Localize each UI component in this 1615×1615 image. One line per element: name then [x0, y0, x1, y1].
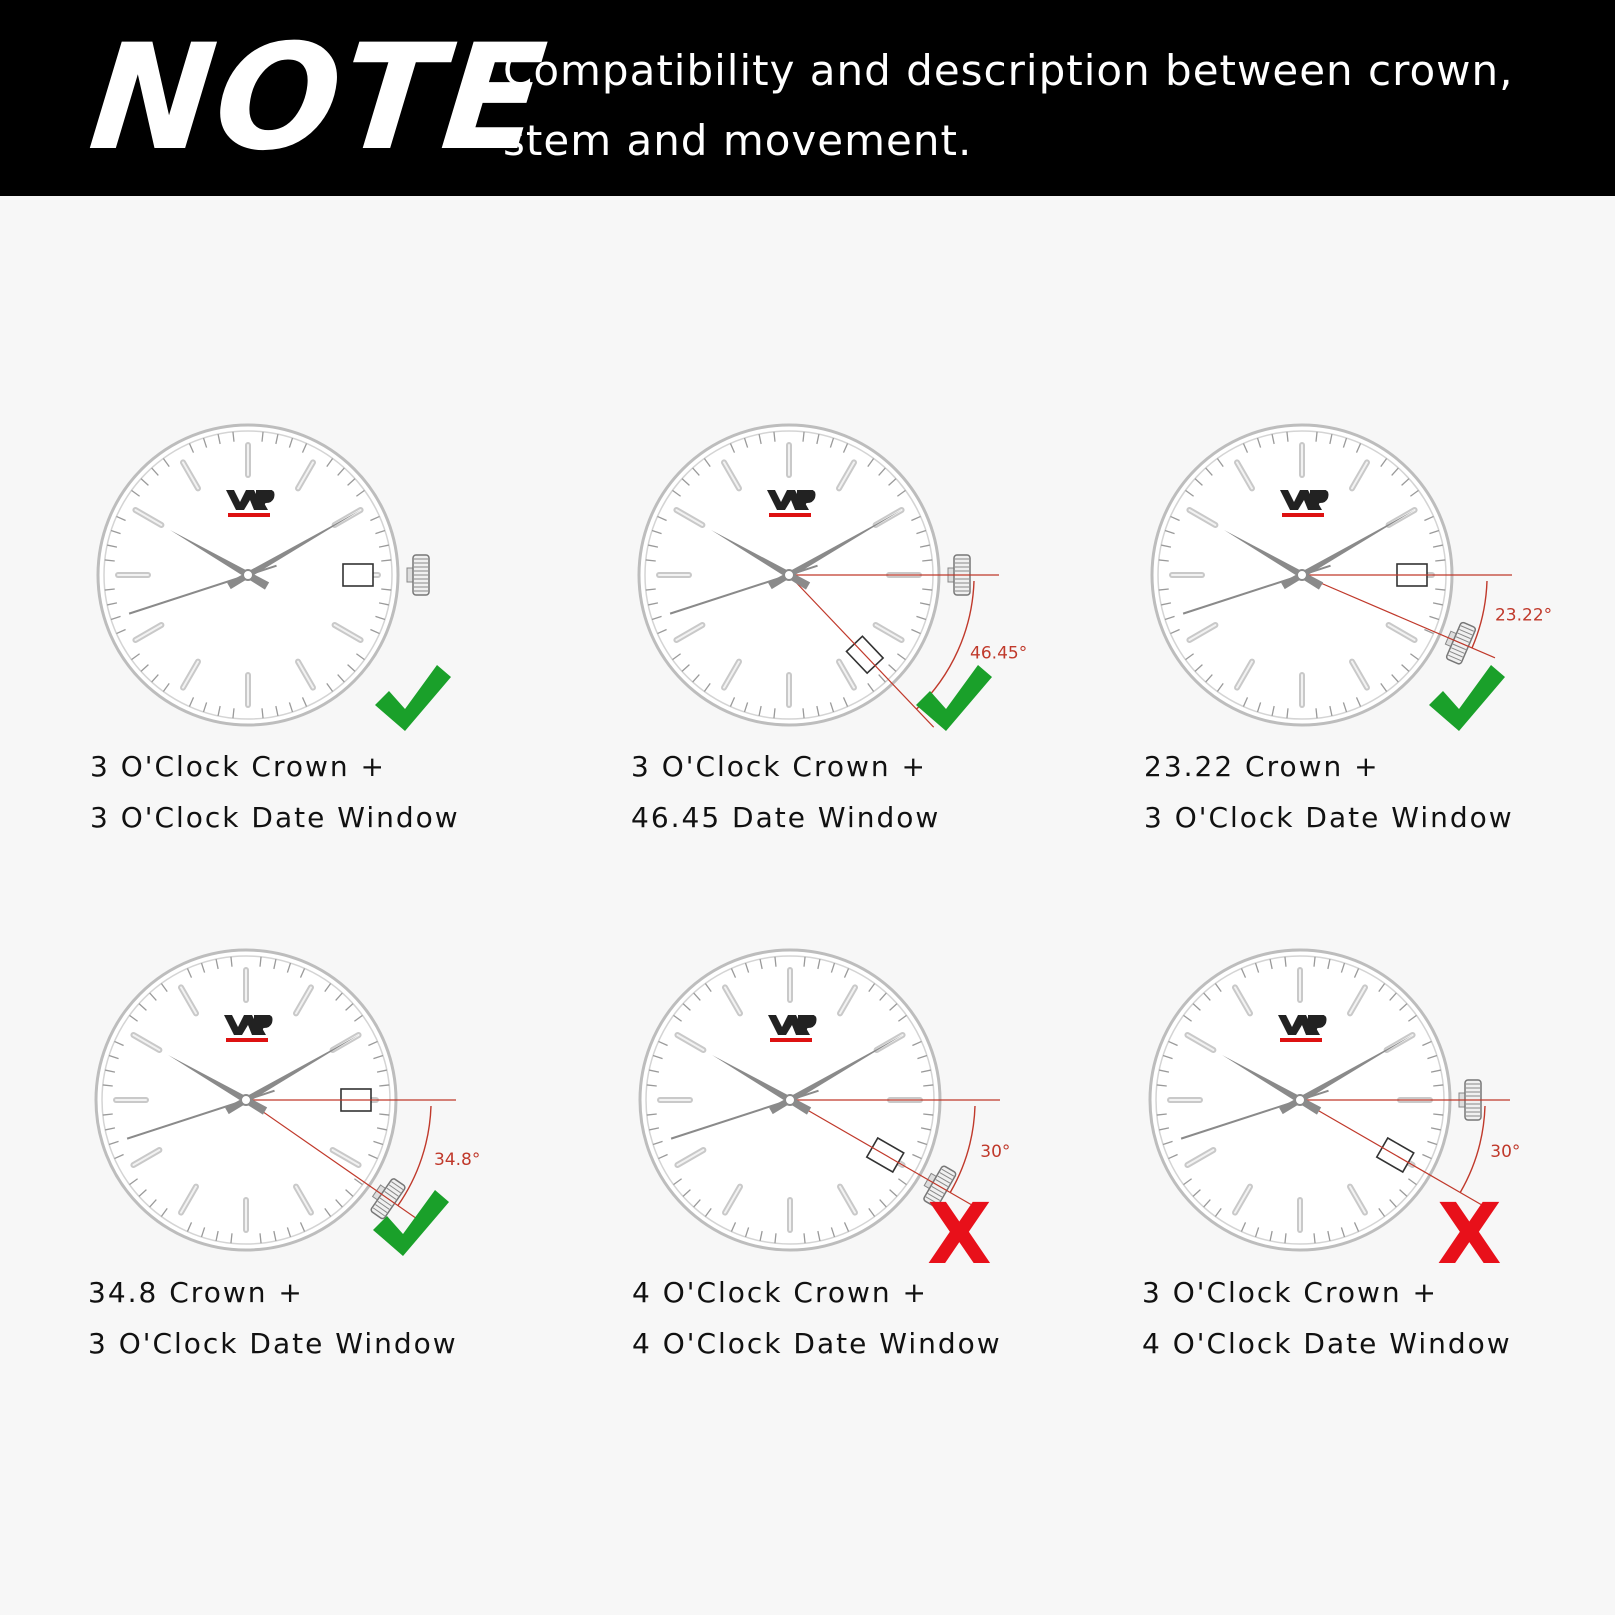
compatibility-panel: [631, 420, 1151, 960]
watch-diagram: [1144, 420, 1615, 750]
center-pin: [1297, 570, 1307, 580]
angle-label: 46.45°: [970, 643, 1028, 664]
crown: [407, 555, 429, 595]
center-pin: [784, 570, 794, 580]
crown-stem: [407, 568, 413, 582]
caption-line-2: 4 O'Clock Date Window: [1142, 1327, 1512, 1360]
watch-diagram: [88, 945, 608, 1275]
angle-label: 30°: [1490, 1141, 1521, 1162]
caption-line-1: 23.22 Crown +: [1144, 750, 1380, 783]
caption-line-2: 3 O'Clock Date Window: [90, 801, 460, 834]
caption-line-2: 4 O'Clock Date Window: [632, 1327, 1002, 1360]
watch-diagram: [1142, 945, 1615, 1283]
watch-diagram: [90, 420, 610, 750]
panel-caption: [631, 741, 1151, 843]
cross-icon: X: [927, 1185, 992, 1283]
compatibility-panel: [1142, 945, 1615, 1485]
note-title: NOTE: [83, 13, 555, 183]
check-icon: [1429, 665, 1505, 731]
compatibility-panel: [1144, 420, 1615, 960]
caption-line-1: 3 O'Clock Crown +: [1142, 1276, 1439, 1309]
angle-label: 30°: [980, 1141, 1011, 1162]
header-description: [503, 36, 1593, 176]
caption-line-1: 4 O'Clock Crown +: [632, 1276, 929, 1309]
panel-caption: [1142, 1267, 1615, 1369]
angle-label: 23.22°: [1494, 605, 1553, 626]
header-description-line-2: stem and movement.: [503, 116, 973, 165]
cross-icon: X: [1437, 1185, 1502, 1283]
check-icon: [375, 665, 451, 731]
center-pin: [243, 570, 253, 580]
compatibility-panel: [90, 420, 610, 960]
header-banner: [0, 0, 1615, 196]
angle-label: 34.8°: [433, 1149, 481, 1170]
watch-diagram: [631, 420, 1151, 750]
panel-caption: [90, 741, 610, 843]
caption-line-2: 46.45 Date Window: [631, 801, 941, 834]
caption-line-1: 34.8 Crown +: [88, 1276, 304, 1309]
compatibility-panel: [88, 945, 608, 1485]
panel-caption: [632, 1267, 1152, 1369]
caption-line-1: 3 O'Clock Crown +: [90, 750, 387, 783]
date-window: [343, 564, 373, 586]
caption-line-2: 3 O'Clock Date Window: [1144, 801, 1514, 834]
caption-line-2: 3 O'Clock Date Window: [88, 1327, 458, 1360]
center-pin: [1295, 1095, 1305, 1105]
compatibility-panel: [632, 945, 1152, 1485]
header-description-line-1: Compatibility and description between crown,: [503, 46, 1514, 95]
center-pin: [241, 1095, 251, 1105]
watch-diagram: [632, 945, 1152, 1283]
center-pin: [785, 1095, 795, 1105]
angle-arc: [1472, 581, 1487, 648]
panel-caption: [1144, 741, 1615, 843]
caption-line-1: 3 O'Clock Crown +: [631, 750, 928, 783]
panel-caption: [88, 1267, 608, 1369]
